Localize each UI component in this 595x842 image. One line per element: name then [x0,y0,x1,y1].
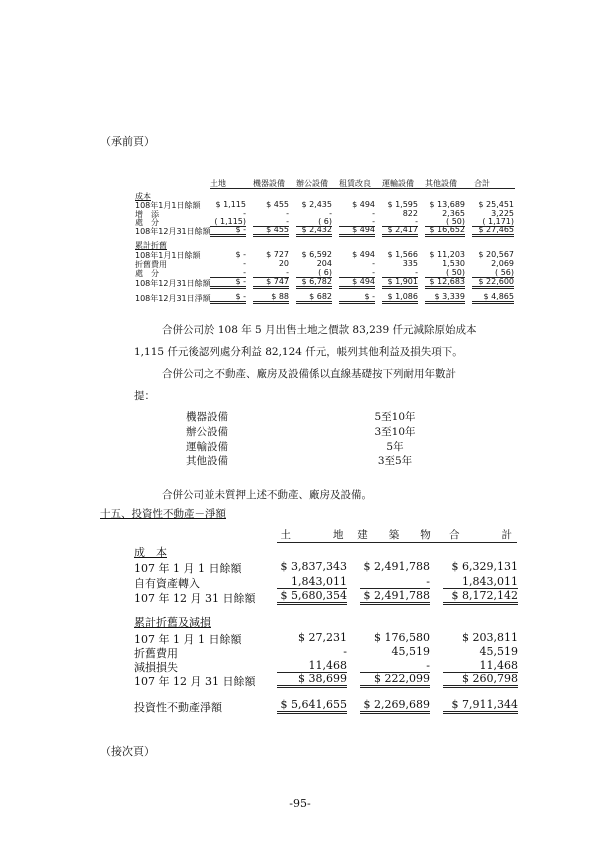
t1-cell: $ 494 [352,250,375,259]
t2-cost-heading: 成 本 [134,546,167,559]
t1-cell: ( 1,171) [472,217,514,227]
useful-life-item: 機器設備 [186,411,228,423]
t1-cell: ( 50) [425,217,465,227]
t2-cell: $ 260,798 [443,672,518,688]
t2-header-building: 建 築 物 [357,529,431,541]
t1-cell: ( 50) [425,268,465,278]
t1-cell: $ 27,465 [472,225,514,237]
t1-cell: ( 6) [296,217,332,227]
t1-cell: $ - [235,250,246,259]
t2-cell: - [360,575,430,589]
t2-row-label: 折舊費用 [134,647,178,660]
paragraph-depreciation-line1: 合併公司之不動產、廠房及設備係以直線基礎按下列耐用年數計 [162,368,456,380]
t2-row-label: 107 年 1 月 1 日餘額 [134,562,242,575]
t1-cell: $ 13,689 [429,200,465,209]
t1-cell: 2,365 [442,209,465,218]
t2-cell: $ 5,641,655 [277,698,347,714]
t2-cell: - [360,659,430,673]
t1-cell: $ 6,592 [301,250,332,259]
t1-cell: $ 88 [253,292,289,304]
t1-cell: ( 1,115) [210,217,246,227]
t1-cell: $ - [210,225,246,237]
t1-row-label: 處 分 [135,269,159,278]
t1-cell: $ 494 [339,277,375,289]
t1-cell: 20 [278,259,289,268]
t1-cell: $ 1,595 [387,200,418,209]
t2-cell: 11,468 [277,659,347,673]
t1-cell: 3,225 [491,209,514,218]
t1-cell: $ 22,600 [472,277,514,289]
t1-cell: $ 25,451 [478,200,514,209]
t2-cell: $ 2,491,788 [363,560,430,573]
t1-cell: - [339,268,375,278]
t2-row-label: 自有資產轉入 [134,577,200,590]
t1-row-label: 折舊費用 [135,260,167,269]
t1-row-label: 增 添 [135,210,159,219]
t1-cell: $ 2,435 [301,200,332,209]
t1-cell: - [339,217,375,227]
t1-cell: $ 20,567 [478,250,514,259]
t1-cell: $ 12,683 [425,277,465,289]
t1-header-land: 土地 [210,179,226,188]
t2-header-total: 合 計 [449,529,512,541]
t2-cell: $ 2,269,689 [360,698,430,714]
t1-cell: $ 1,901 [382,277,418,289]
t2-cell: $ 27,231 [298,631,347,644]
t1-cell: - [243,209,246,218]
t1-cell: $ 747 [253,277,289,289]
t2-cell: $ 203,811 [462,631,518,644]
t1-cell: 335 [402,259,418,268]
t1-cell: - [286,209,289,218]
t2-row-label: 107 年 12 月 31 日餘額 [134,592,256,605]
useful-life-item: 其他設備 [186,455,228,467]
page-number: -95- [289,797,311,810]
t1-cost-heading: 成本 [135,192,151,201]
t1-cell: ( 6) [296,268,332,278]
useful-life-years: 3至10年 [374,426,416,438]
t2-header-land: 土 地 [280,529,344,541]
section-title: 十五、投資性不動產－淨額 [100,508,226,520]
t1-row-label: 108年12月31日餘額 [135,227,211,236]
t1-row-label: 處 分 [135,218,159,227]
t1-dep-heading: 累計折舊 [135,241,167,250]
t1-cell: $ 3,339 [425,292,465,304]
t1-cell: $ 494 [352,200,375,209]
t2-cell: $ 38,699 [277,672,347,688]
t1-cell: $ 682 [296,292,332,304]
paragraph-no-pledge: 合併公司並未質押上述不動產、廠房及設備。 [162,489,372,501]
t1-cell: - [372,209,375,218]
t1-header-machinery: 機器設備 [253,179,285,188]
t1-cell: - [253,268,289,278]
paragraph-land-sale-line2: 1,115 仟元後認列處分利益 82,124 仟元，帳列其他利益及損失項下。 [134,346,463,358]
t1-cell: $ 16,652 [425,225,465,237]
t1-cell: 2,069 [491,259,514,268]
useful-life-years: 3至5年 [377,455,413,467]
paragraph-land-sale-line1: 合併公司於 108 年 5 月出售土地之價款 83,239 仟元減除原始成本 [162,324,477,336]
t1-header-other: 其他設備 [425,179,457,188]
t1-cell: $ 1,086 [382,292,418,304]
t1-cell: $ 727 [266,250,289,259]
t1-cell: $ 2,432 [296,225,332,237]
t2-cell: 45,519 [479,645,518,658]
t1-cell: - [243,259,246,268]
paragraph-depreciation-line2: 提： [134,390,155,402]
t1-cell: $ 1,115 [215,200,246,209]
t2-net-label: 投資性不動產淨額 [134,701,222,714]
t1-row-label: 108年12月31日餘額 [135,279,211,288]
t2-cell: $ 6,329,131 [451,560,518,573]
t1-header-office: 辦公設備 [296,179,328,188]
t1-cell: $ 494 [339,225,375,237]
t1-cell: $ 455 [253,225,289,237]
t2-row-label: 107 年 1 月 1 日餘額 [134,633,242,646]
t1-header-transport: 運輸設備 [382,179,414,188]
t2-cell: $ 3,837,343 [280,560,347,573]
t1-cell: - [372,259,375,268]
useful-life-item: 運輸設備 [186,441,228,453]
t2-cell: 1,843,011 [277,575,347,589]
t1-cell: - [253,217,289,227]
t1-header-total: 合計 [474,179,490,188]
t1-cell: $ 2,417 [382,225,418,237]
t1-cell: $ - [339,292,375,304]
t2-cell: $ 5,680,354 [277,589,347,605]
t1-cell: - [210,268,246,278]
t1-row-label: 108年1月1日餘額 [135,251,201,260]
t1-cell: 204 [316,259,332,268]
t2-cell: $ 176,580 [374,631,430,644]
continued-from-label: （承前頁） [100,135,155,148]
continued-to-label: （接次頁） [100,745,155,758]
t1-header-leasehold: 租賃改良 [339,179,371,188]
t2-row-label: 減損損失 [134,661,178,674]
t1-cell: $ 6,782 [296,277,332,289]
t2-cell: 1,843,011 [443,575,518,589]
t2-cell: 11,468 [443,659,518,673]
t1-cell: $ 4,865 [472,292,514,304]
t1-cell: - [382,268,418,278]
t1-cell: ( 56) [472,268,514,278]
t1-cell: - [382,217,418,227]
t1-cell: - [329,209,332,218]
t1-row-label: 108年1月1日餘額 [135,201,201,210]
useful-life-item: 辦公設備 [186,426,228,438]
useful-life-years: 5年 [386,441,404,453]
t1-cell: $ - [210,292,246,304]
t2-row-label: 107 年 12 月 31 日餘額 [134,675,256,688]
t2-cell: 45,519 [391,645,430,658]
t2-dep-heading: 累計折舊及減損 [134,616,211,629]
t2-cell: $ 2,491,788 [360,589,430,605]
t1-net-label: 108年12月31日淨額 [135,294,211,303]
t1-cell: $ 1,566 [387,250,418,259]
t2-cell: $ 222,099 [360,672,430,688]
t1-cell: 822 [402,209,418,218]
t2-cell: $ 7,911,344 [443,698,518,714]
t1-cell: $ 455 [266,200,289,209]
t1-cell: 1,530 [442,259,465,268]
useful-life-years: 5至10年 [374,411,416,423]
t1-cell: $ - [210,277,246,289]
t2-cell: $ 8,172,142 [443,589,518,605]
t1-cell: $ 11,203 [429,250,465,259]
t2-cell: - [343,645,347,658]
